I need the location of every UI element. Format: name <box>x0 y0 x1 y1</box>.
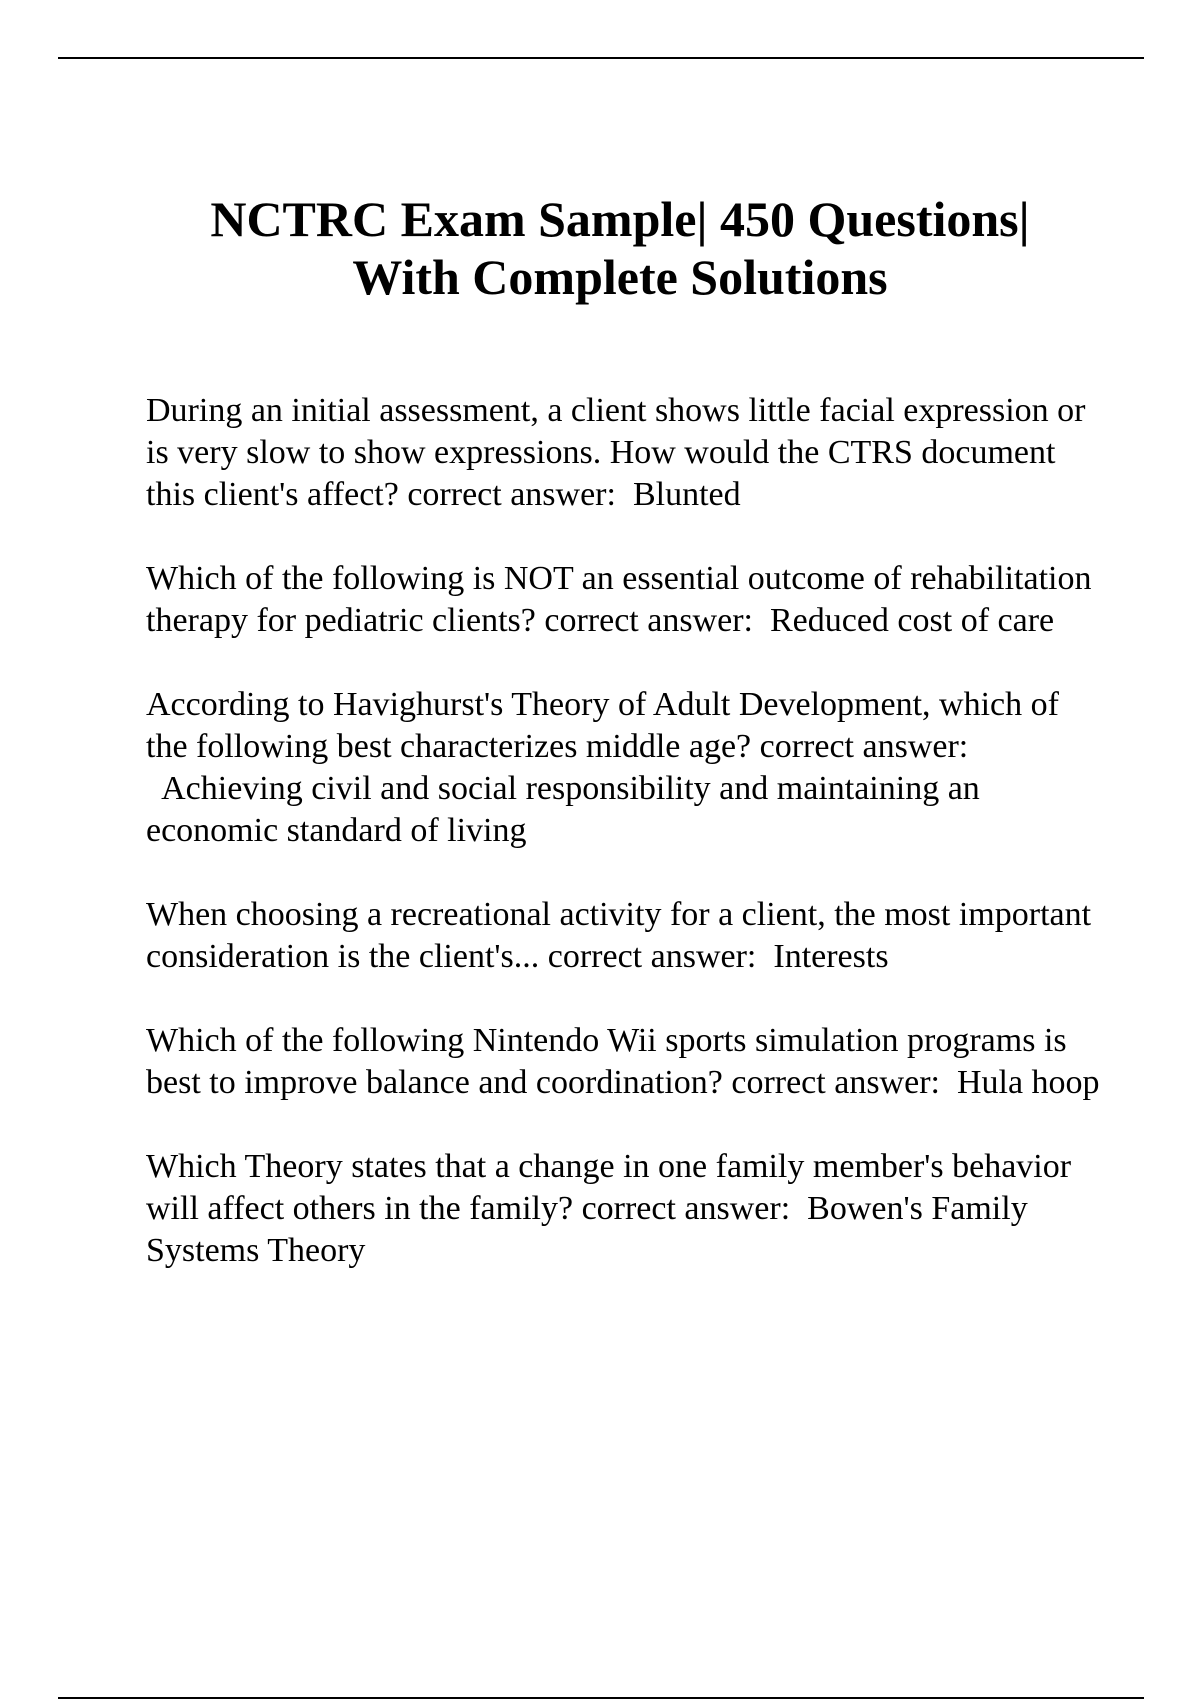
title-line-1: NCTRC Exam Sample| 450 Questions| <box>210 191 1030 247</box>
answer-prefix: correct answer: <box>759 728 969 765</box>
answer-prefix: correct answer: <box>544 602 753 639</box>
answer-prefix: correct answer: <box>547 938 757 975</box>
answer-text: Reduced cost of care <box>769 602 1055 639</box>
top-rule <box>58 57 1144 59</box>
question-item-4 <box>146 894 1106 978</box>
answer-text: Interests <box>773 938 889 975</box>
question-text: During an initial assessment, a client shows little facial expression or is very slow to show expressions. How would the CTRS document this client's affect? <box>146 392 1086 513</box>
question-text: According to Havighurst's Theory of Adult Development, which of the following best characterizes middle age? <box>146 686 1059 765</box>
title-line-2: With Complete Solutions <box>352 249 888 305</box>
answer-text: Hula hoop <box>956 1064 1100 1101</box>
question-item-6 <box>146 1146 1106 1272</box>
answer-prefix: correct answer: <box>581 1190 791 1227</box>
question-item-3 <box>146 684 1106 852</box>
question-text: When choosing a recreational activity for a client, the most important consideration is the client's... <box>146 896 1092 975</box>
question-item-5 <box>146 1020 1106 1104</box>
answer-text: Blunted <box>632 476 741 513</box>
bottom-rule <box>58 1697 1144 1699</box>
answer-prefix: correct answer: <box>407 476 616 513</box>
question-text: Which Theory states that a change in one family member's behavior will affect others in the family? <box>146 1148 1072 1227</box>
question-item-2 <box>146 558 1106 642</box>
document-title <box>100 190 1140 306</box>
answer-prefix: correct answer: <box>731 1064 940 1101</box>
answer-text: Achieving civil and social responsibility and maintaining an economic standard of living <box>146 770 980 849</box>
question-text: Which of the following is NOT an essential outcome of rehabilitation therapy for pediatric clients? <box>146 560 1092 639</box>
question-list <box>146 390 1106 1314</box>
question-item-1 <box>146 390 1106 516</box>
answer-text: Bowen's Family Systems Theory <box>146 1190 1028 1269</box>
question-text: Which of the following Nintendo Wii sports simulation programs is best to improve balance and coordination? <box>146 1022 1067 1101</box>
